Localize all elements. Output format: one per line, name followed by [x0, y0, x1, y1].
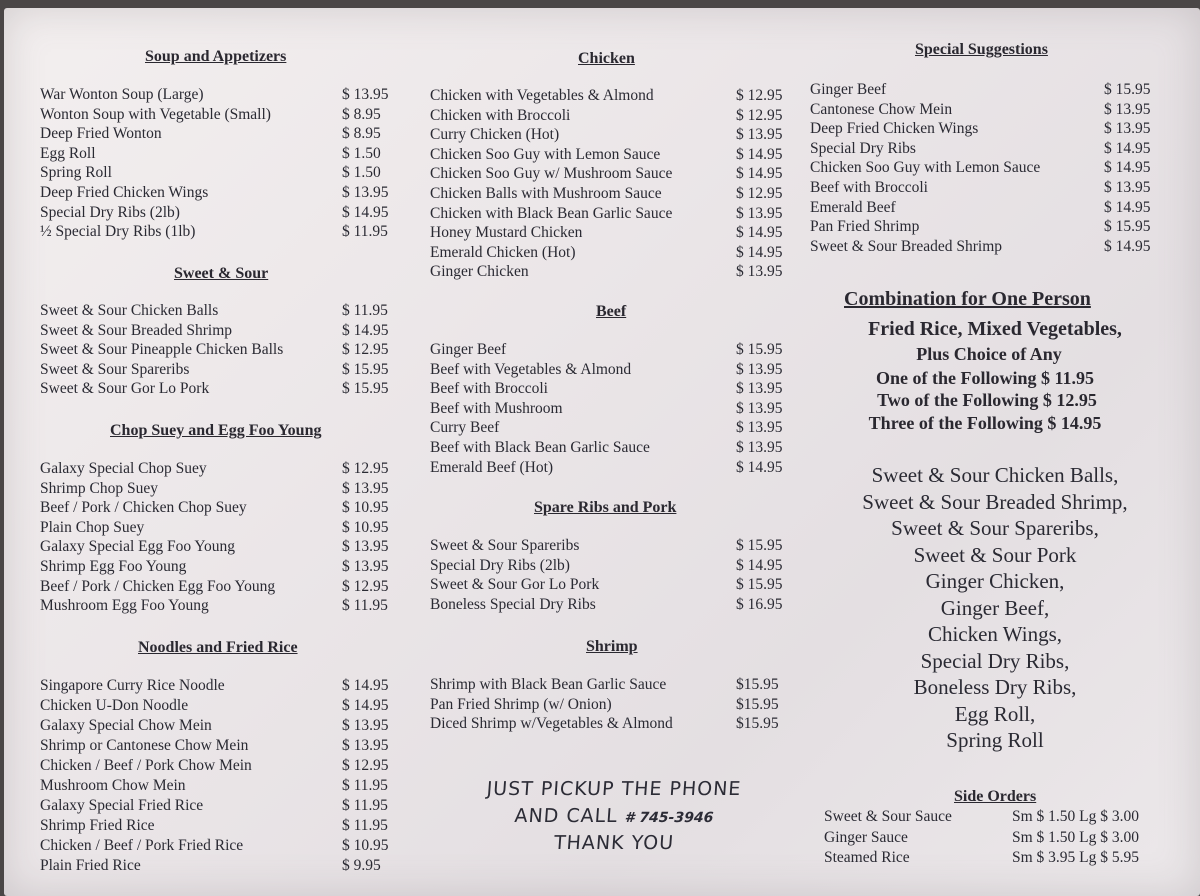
menu-item-name: Shrimp or Cantonese Chow Mein	[40, 737, 249, 754]
menu-item-name: Beef with Broccoli	[430, 380, 548, 398]
menu-item	[810, 179, 1180, 199]
menu-item-price: $ 14.95	[1104, 159, 1151, 177]
menu-item-price: $ 14.95	[342, 677, 389, 694]
side-order-name: Sweet & Sour Sauce	[824, 808, 952, 825]
menu-item-name: Deep Fried Chicken Wings	[40, 184, 209, 201]
menu-item-price: $ 15.95	[1104, 81, 1151, 98]
menu-item-name: Chicken U-Don Noodle	[40, 697, 189, 714]
section-heading-soup: Soup and Appetizers	[145, 48, 287, 65]
menu-item-name: Curry Beef	[430, 419, 500, 437]
menu-item-name: Sweet & Sour Chicken Balls	[40, 302, 219, 319]
menu-item-name: Galaxy Special Chow Mein	[40, 717, 212, 734]
combo-choice: Sweet & Sour Breaded Shrimp,	[862, 489, 1128, 514]
section-heading-sweet-sour: Sweet & Sour	[174, 265, 269, 282]
menu-item	[40, 302, 400, 322]
side-order-item	[824, 849, 1174, 869]
menu-item	[40, 341, 400, 361]
menu-item-name: Beef / Pork / Chicken Chop Suey	[40, 499, 247, 517]
menu-item	[430, 557, 796, 577]
combo-choice: Sweet & Sour Spareribs,	[891, 516, 1099, 540]
menu-item-name: Shrimp Chop Suey	[40, 479, 158, 497]
menu-item-price: $ 13.95	[736, 399, 783, 417]
menu-item-name: Spring Roll	[40, 164, 112, 182]
menu-item	[430, 439, 796, 459]
menu-item-name: Wonton Soup with Vegetable (Small)	[40, 105, 271, 123]
menu-item-price: $ 13.95	[736, 126, 783, 144]
menu-item	[40, 223, 400, 243]
menu-item	[40, 322, 400, 342]
menu-item-price: $ 14.95	[342, 203, 389, 221]
side-order-item	[824, 829, 1174, 849]
menu-item-name: Beef with Vegetables & Almond	[430, 360, 632, 378]
menu-item-price: $ 15.95	[342, 360, 389, 378]
menu-column-middle	[430, 8, 796, 896]
menu-item-price: $ 15.95	[736, 576, 783, 594]
menu-item	[40, 145, 400, 165]
menu-item	[40, 106, 400, 126]
menu-item	[40, 380, 400, 400]
menu-item-price: $ 11.95	[342, 817, 388, 834]
menu-item-price: $ 13.95	[342, 737, 389, 754]
menu-item-price: $ 1.50	[342, 164, 381, 182]
menu-item	[430, 361, 796, 381]
menu-item-price: $15.95	[736, 715, 779, 733]
menu-item-name: Chicken Balls with Mushroom Sauce	[430, 185, 662, 202]
menu-item-name: Cantonese Chow Mein	[810, 100, 953, 118]
combo-choice: Ginger Chicken,	[925, 569, 1065, 593]
menu-item-name: Curry Chicken (Hot)	[430, 126, 560, 144]
menu-item-price: $ 13.95	[342, 538, 389, 556]
side-order-price: Sm $ 1.50 Lg $ 3.00	[1012, 808, 1140, 825]
menu-item-name: Ginger Beef	[810, 81, 887, 98]
combo-choice: Special Dry Ribs,	[920, 648, 1070, 673]
menu-item-name: Chicken with Vegetables & Almond	[430, 87, 654, 104]
menu-item-price: $ 1.50	[342, 144, 381, 162]
menu-item-price: $ 16.95	[736, 595, 783, 613]
menu-item-name: Chicken Soo Guy w/ Mushroom Sauce	[430, 165, 673, 183]
menu-item-name: Mushroom Chow Mein	[40, 777, 186, 794]
menu-item-price: $ 14.95	[342, 321, 389, 339]
menu-item-price: $ 15.95	[736, 537, 783, 554]
menu-item	[430, 400, 796, 420]
menu-item-name: Special Dry Ribs	[810, 139, 916, 157]
menu-item	[430, 126, 796, 146]
combo-choice: Spring Roll	[946, 728, 1044, 752]
menu-item-price: $ 12.95	[342, 341, 389, 359]
menu-item	[430, 107, 796, 127]
menu-item-price: $ 13.95	[1104, 179, 1151, 196]
menu-item-name: Deep Fried Wonton	[40, 125, 162, 143]
menu-item	[40, 125, 400, 145]
menu-item	[40, 578, 400, 598]
menu-item-price: $ 11.95	[342, 597, 388, 615]
menu-item-name: Sweet & Sour Gor Lo Pork	[430, 576, 600, 594]
menu-item-price: $ 13.95	[1104, 120, 1151, 138]
menu-item-price: $ 8.95	[342, 125, 381, 143]
menu-item-price: $ 10.95	[342, 518, 389, 536]
menu-item	[40, 164, 400, 184]
menu-item-price: $ 13.95	[736, 204, 783, 222]
menu-item-name: Beef / Pork / Chicken Egg Foo Young	[40, 577, 276, 595]
menu-item	[810, 140, 1180, 160]
menu-item	[40, 86, 400, 106]
menu-item-name: Emerald Beef	[810, 198, 896, 216]
menu-item-name: Boneless Special Dry Ribs	[430, 595, 596, 613]
menu-item-price: $ 9.95	[342, 857, 381, 874]
menu-item-price: $ 15.95	[1104, 218, 1151, 236]
menu-item-name: Chicken Soo Guy with Lemon Sauce	[430, 145, 661, 163]
menu-item-price: $ 14.95	[736, 224, 783, 242]
menu-item	[40, 184, 400, 204]
combo-choice: Sweet & Sour Pork	[913, 542, 1077, 567]
menu-item	[430, 263, 796, 283]
menu-item-price: $ 13.95	[342, 717, 389, 734]
section-heading-noodles: Noodles and Fried Rice	[138, 639, 298, 656]
menu-item-price: $ 15.95	[342, 380, 389, 398]
section-heading-sides: Side Orders	[954, 788, 1037, 805]
menu-item	[810, 81, 1180, 101]
handwritten-note-call: AND CALL	[513, 805, 619, 827]
menu-item	[40, 558, 400, 578]
section-heading-specials: Special Suggestions	[915, 41, 1048, 58]
handwritten-note-line3: THANK YOU	[553, 832, 675, 854]
menu-item-price: $ 10.95	[342, 837, 389, 854]
menu-item-price: $15.95	[736, 676, 779, 693]
menu-item	[430, 341, 796, 361]
menu-item	[430, 419, 796, 439]
menu-item-name: Diced Shrimp w/Vegetables & Almond	[430, 715, 673, 733]
menu-item	[430, 244, 796, 264]
menu-item-price: $ 13.95	[1104, 100, 1151, 118]
menu-item	[40, 677, 400, 697]
menu-item	[810, 218, 1180, 238]
menu-item-name: Chicken with Black Bean Garlic Sauce	[430, 204, 673, 222]
menu-item-name: Ginger Chicken	[430, 263, 529, 281]
menu-item	[40, 837, 400, 857]
menu-item	[430, 224, 796, 244]
menu-item-name: Sweet & Sour Spareribs	[430, 537, 580, 554]
menu-item-price: $ 14.95	[1104, 139, 1151, 157]
menu-item-name: Honey Mustard Chicken	[430, 224, 583, 242]
handwritten-note-line2	[433, 805, 795, 827]
menu-item	[40, 204, 400, 224]
menu-item	[810, 159, 1180, 179]
menu-item-price: $ 12.95	[342, 577, 389, 595]
menu-item-price: $ 10.95	[342, 499, 389, 517]
menu-item-price: $ 13.95	[736, 419, 783, 437]
menu-item	[430, 576, 796, 596]
combo-line-2: Plus Choice of Any	[916, 344, 1062, 364]
menu-item	[40, 857, 400, 877]
menu-item-price: $ 14.95	[1104, 198, 1151, 216]
menu-sheet	[4, 8, 1200, 896]
menu-item	[430, 185, 796, 205]
menu-item-name: Special Dry Ribs (2lb)	[430, 556, 570, 574]
menu-item-name: Shrimp with Black Bean Garlic Sauce	[430, 676, 667, 693]
side-order-name: Steamed Rice	[824, 849, 910, 866]
menu-item-price: $ 13.95	[736, 360, 783, 378]
menu-item	[40, 777, 400, 797]
menu-item	[40, 797, 400, 817]
menu-item-name: Shrimp Egg Foo Young	[40, 558, 187, 575]
menu-item	[430, 87, 796, 107]
menu-item-name: Chicken / Beef / Pork Fried Rice	[40, 837, 244, 854]
menu-item-name: Deep Fried Chicken Wings	[810, 120, 979, 138]
section-heading-shrimp: Shrimp	[586, 638, 638, 655]
menu-item-name: Ginger Beef	[430, 341, 507, 358]
menu-item	[430, 146, 796, 166]
combo-line-4: Two of the Following $ 12.95	[877, 390, 1097, 410]
menu-item-name: Pan Fried Shrimp	[810, 218, 920, 236]
side-order-item	[824, 808, 1174, 828]
combo-choice: Sweet & Sour Chicken Balls,	[871, 463, 1119, 487]
menu-item	[40, 597, 400, 617]
menu-item-price: $ 14.95	[736, 145, 783, 163]
menu-item-name: Sweet & Sour Pineapple Chicken Balls	[40, 341, 284, 359]
menu-item-name: Beef with Mushroom	[430, 399, 563, 417]
menu-item	[40, 757, 400, 777]
menu-item-price: $ 13.95	[342, 86, 389, 103]
menu-item-name: Chicken Soo Guy with Lemon Sauce	[810, 159, 1041, 177]
menu-item-name: Sweet & Sour Gor Lo Pork	[40, 380, 210, 398]
menu-item-name: Mushroom Egg Foo Young	[40, 597, 209, 615]
menu-item-price: $ 14.95	[736, 243, 783, 261]
menu-item-name: Sweet & Sour Breaded Shrimp	[40, 321, 233, 339]
menu-item	[40, 737, 400, 757]
menu-item-price: $ 15.95	[736, 341, 783, 358]
menu-item-price: $ 14.95	[1104, 237, 1151, 255]
menu-item-price: $ 8.95	[342, 105, 381, 123]
menu-item-name: Beef with Broccoli	[810, 179, 928, 196]
menu-item	[40, 538, 400, 558]
menu-item-name: Egg Roll	[40, 144, 96, 162]
combo-choice: Ginger Beef,	[940, 595, 1050, 620]
menu-item-price: $15.95	[736, 695, 779, 713]
menu-item	[430, 696, 796, 716]
side-order-price: Sm $ 3.95 Lg $ 5.95	[1012, 849, 1140, 866]
menu-item-name: Emerald Beef (Hot)	[430, 458, 554, 476]
menu-item-price: $ 13.95	[736, 380, 783, 398]
menu-item-price: $ 14.95	[736, 458, 783, 476]
menu-item	[40, 480, 400, 500]
menu-item-name: Pan Fried Shrimp (w/ Onion)	[430, 695, 612, 713]
menu-item-name: Emerald Chicken (Hot)	[430, 243, 576, 261]
menu-item	[430, 380, 796, 400]
menu-column-left	[40, 8, 400, 896]
menu-item-price: $ 11.95	[342, 223, 388, 241]
menu-item-price: $ 11.95	[342, 777, 388, 794]
menu-item-name: Plain Fried Rice	[40, 857, 141, 874]
menu-item-name: Plain Chop Suey	[40, 518, 145, 536]
menu-item-price: $ 13.95	[736, 263, 783, 281]
phone-number: # 745-3946	[624, 810, 714, 826]
menu-item	[40, 499, 400, 519]
menu-item	[430, 676, 796, 696]
menu-item-name: Special Dry Ribs (2lb)	[40, 203, 180, 221]
menu-item	[430, 205, 796, 225]
menu-item	[430, 715, 796, 735]
menu-item	[40, 460, 400, 480]
menu-item	[810, 199, 1180, 219]
menu-item-name: Singapore Curry Rice Noodle	[40, 677, 225, 694]
menu-item-price: $ 14.95	[736, 165, 783, 183]
menu-item-price: $ 13.95	[342, 479, 389, 497]
menu-column-right	[810, 8, 1180, 896]
menu-item-name: Chicken with Broccoli	[430, 106, 571, 124]
menu-item-price: $ 12.95	[736, 106, 783, 124]
side-order-name: Ginger Sauce	[824, 828, 908, 846]
section-heading-beef: Beef	[596, 303, 627, 320]
menu-item-price: $ 14.95	[342, 697, 389, 714]
menu-item	[40, 717, 400, 737]
menu-item	[430, 596, 796, 616]
menu-item-price: $ 12.95	[342, 757, 389, 774]
combo-choice: Egg Roll,	[954, 701, 1036, 726]
menu-item-name: ½ Special Dry Ribs (1lb)	[40, 223, 196, 241]
menu-item-name: Galaxy Special Fried Rice	[40, 797, 204, 814]
menu-item	[810, 101, 1180, 121]
menu-item-price: $ 12.95	[342, 460, 389, 477]
menu-item-name: Shrimp Fried Rice	[40, 817, 155, 834]
menu-item-name: Sweet & Sour Spareribs	[40, 360, 190, 378]
menu-item	[40, 817, 400, 837]
combo-line-1: Fried Rice, Mixed Vegetables,	[868, 318, 1122, 340]
side-order-price: Sm $ 1.50 Lg $ 3.00	[1012, 828, 1140, 846]
menu-item-price: $ 12.95	[736, 185, 783, 202]
menu-item	[810, 238, 1180, 258]
menu-item-name: Galaxy Special Chop Suey	[40, 460, 207, 477]
menu-item-price: $ 14.95	[736, 556, 783, 574]
menu-item	[40, 697, 400, 717]
menu-item	[430, 459, 796, 479]
menu-item-price: $ 11.95	[342, 302, 388, 319]
menu-item-name: Galaxy Special Egg Foo Young	[40, 538, 236, 556]
menu-item	[40, 519, 400, 539]
combo-line-5: Three of the Following $ 14.95	[868, 413, 1102, 433]
section-heading-spare-ribs: Spare Ribs and Pork	[534, 499, 677, 516]
menu-item	[430, 165, 796, 185]
combo-choice: Chicken Wings,	[927, 622, 1063, 646]
menu-item-price: $ 13.95	[342, 558, 389, 575]
section-heading-chicken: Chicken	[578, 50, 635, 67]
menu-item-name: War Wonton Soup (Large)	[40, 86, 204, 103]
menu-item-name: Beef with Black Bean Garlic Sauce	[430, 439, 650, 456]
section-heading-chop-suey: Chop Suey and Egg Foo Young	[110, 422, 322, 439]
combo-line-3: One of the Following $ 11.95	[875, 368, 1094, 388]
menu-item-price: $ 13.95	[736, 439, 783, 456]
menu-item-price: $ 13.95	[342, 184, 389, 201]
menu-item	[810, 120, 1180, 140]
combo-title: Combination for One Person	[844, 288, 1091, 310]
menu-item-price: $ 11.95	[342, 797, 388, 814]
menu-item-price: $ 12.95	[736, 87, 783, 104]
handwritten-note-line1: JUST PICKUP THE PHONE	[485, 778, 743, 800]
menu-item-name: Chicken / Beef / Pork Chow Mein	[40, 757, 252, 774]
menu-item	[40, 361, 400, 381]
menu-item	[430, 537, 796, 557]
combo-choice: Boneless Dry Ribs,	[913, 675, 1077, 699]
menu-item-name: Sweet & Sour Breaded Shrimp	[810, 237, 1003, 255]
